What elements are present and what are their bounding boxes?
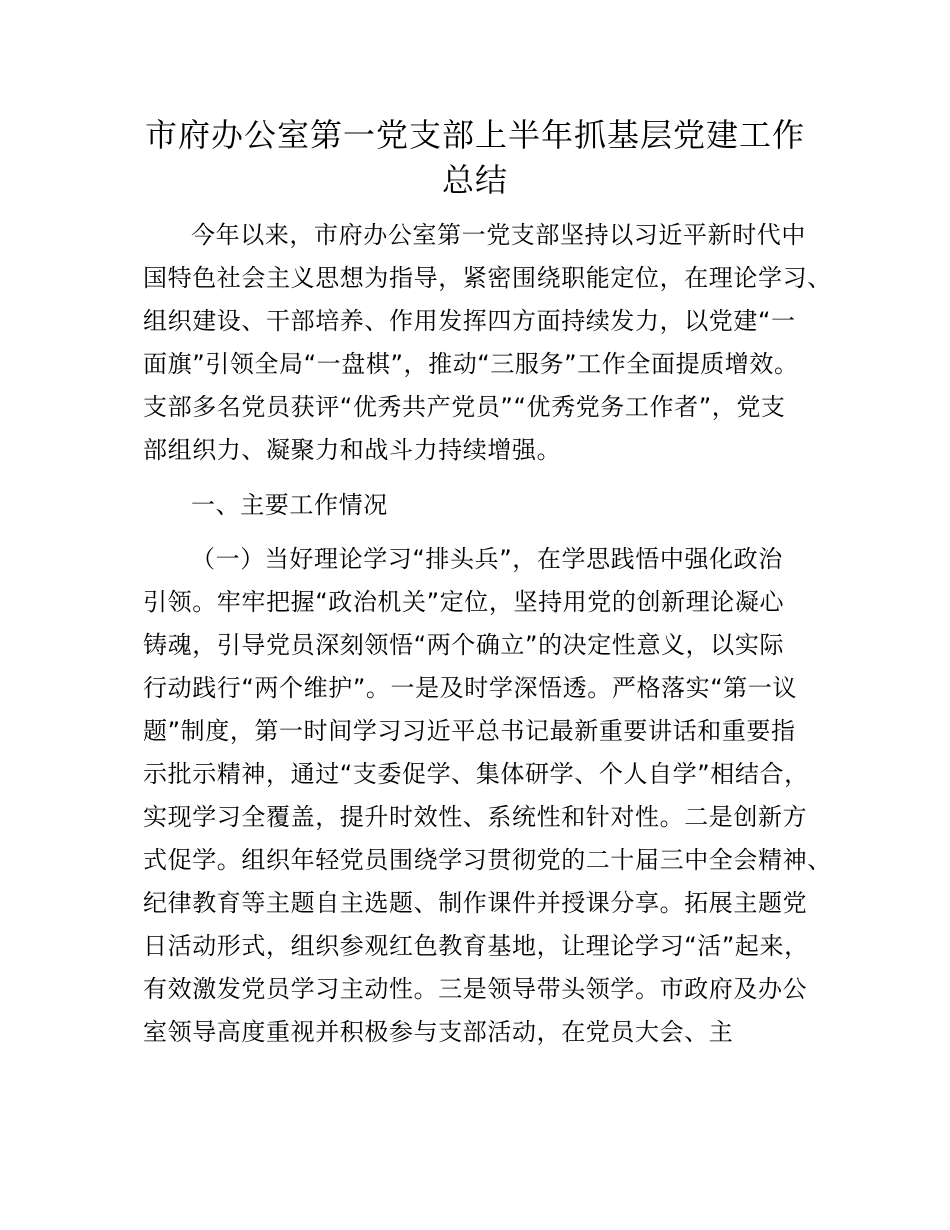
section-line: 式促学。组织年轻党员围绕学习贯彻党的二十届三中全会精神、 [143,846,832,874]
section-line: 示批示精神，通过“支委促学、集体研学、个人自学”相结合， [143,760,809,788]
section-line: 引领。牢牢把握“政治机关”定位，坚持用党的创新理论凝心 [143,588,785,616]
section-line: 题”制度，第一时间学习习近平总书记最新重要讲话和重要指 [143,717,796,745]
intro-line: 组织建设、干部培养、作用发挥四方面持续发力，以党建“一 [143,307,796,335]
intro-line: 部组织力、凝聚力和战斗力持续增强。 [143,436,562,464]
document-title-line-1: 市府办公室第一党支部上半年抓基层党建工作 [144,116,805,154]
intro-line: 国特色社会主义思想为指导，紧密围绕职能定位，在理论学习、 [143,264,832,292]
section-line: 日活动形式，组织参观红色教育基地，让理论学习“活”起来， [143,932,809,960]
section-line: 铸魂，引导党员深刻领悟“两个确立”的决定性意义，以实际 [143,631,785,659]
document-title-line-2: 总结 [441,161,508,199]
section-line: 实现学习全覆盖，提升时效性、系统性和针对性。二是创新方 [143,803,808,831]
intro-line: 支部多名党员获评“优秀共产党员”“优秀党务工作者”，党支 [143,393,786,421]
section-line: 行动践行“两个维护”。一是及时学深悟透。严格落实“第一议 [143,674,798,702]
section-line: （一）当好理论学习“排头兵”，在学思践悟中强化政治 [191,545,783,573]
intro-line: 面旗”引领全局“一盘棋”，推动“三服务”工作全面提质增效。 [143,350,799,378]
intro-line: 今年以来，市府办公室第一党支部坚持以习近平新时代中 [191,221,806,249]
section-line: 有效激发党员学习主动性。三是领导带头领学。市政府及办公 [143,975,808,1003]
section-line: 纪律教育等主题自主选题、制作课件并授课分享。拓展主题党 [143,889,808,917]
section-line: 室领导高度重视并积极参与支部活动，在党员大会、主 [143,1018,734,1046]
section-heading: 一、主要工作情况 [191,491,388,519]
